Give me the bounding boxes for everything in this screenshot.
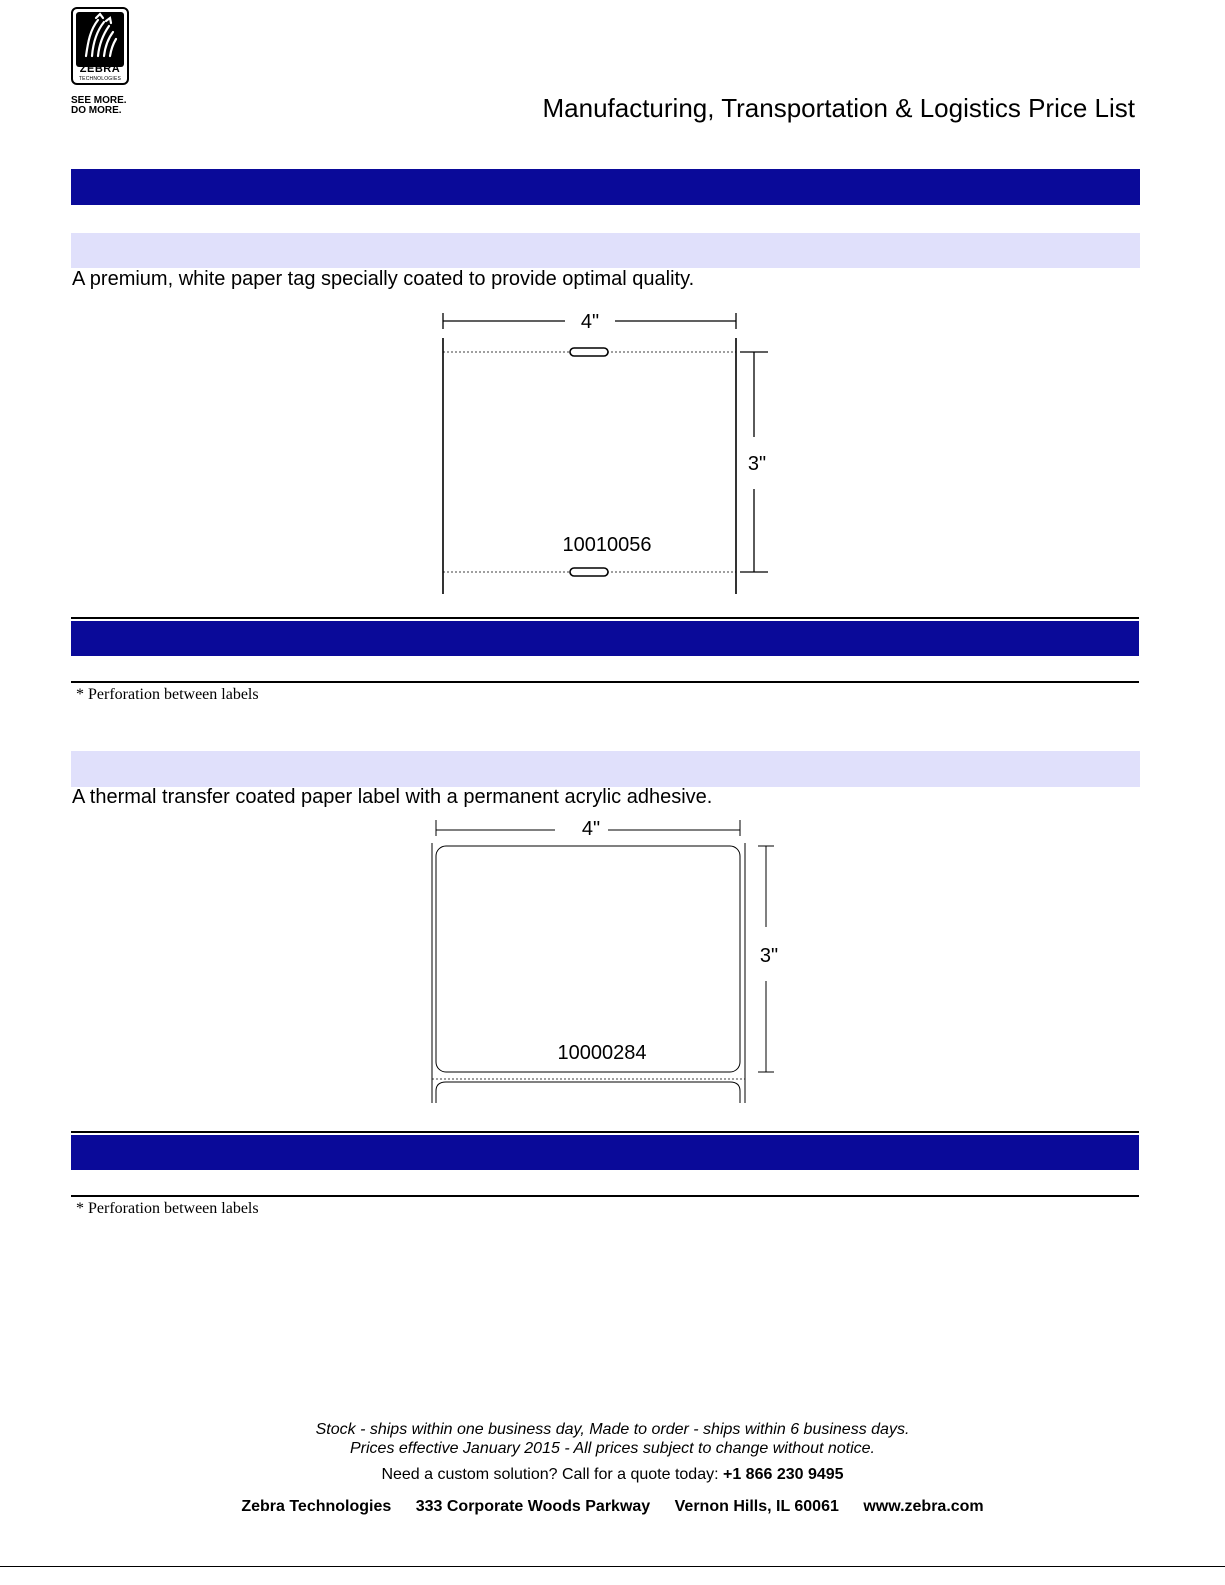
part-number: 10010056 — [562, 534, 652, 556]
price-table-header-bar — [71, 1135, 1139, 1170]
part-number: 10000284 — [557, 1042, 647, 1064]
section-header-bar — [71, 169, 1140, 205]
logo-sub-text: TECHNOLOGIES — [78, 76, 122, 82]
footnote: * Perforation between labels — [76, 1200, 259, 1217]
divider — [71, 617, 1139, 619]
product-title-bar — [71, 751, 1140, 787]
product-description: A premium, white paper tag specially coated to provide optimal quality. — [72, 268, 695, 290]
footer-address-row — [0, 1498, 1225, 1516]
height-label: 3" — [759, 945, 779, 967]
width-label: 4" — [581, 818, 601, 840]
divider — [71, 1195, 1139, 1197]
footer-phone[interactable]: +1 866 230 9495 — [722, 1466, 844, 1483]
width-label: 4" — [580, 311, 600, 333]
label-dimension-diagram — [425, 815, 790, 1107]
footer-website-link[interactable]: www.zebra.com — [863, 1498, 984, 1515]
footnote: * Perforation between labels — [76, 686, 259, 703]
divider — [71, 681, 1139, 683]
footer-contact-text: Need a custom solution? Call for a quote today: — [381, 1466, 723, 1483]
price-table-header-bar — [71, 621, 1139, 656]
page-title: Manufacturing, Transportation & Logistics Price List — [542, 93, 1135, 123]
logo-brand-text: ZEBRA — [79, 63, 121, 75]
product-description: A thermal transfer coated paper label with a permanent acrylic adhesive. — [72, 786, 713, 808]
height-label: 3" — [747, 453, 767, 475]
footer-pricing-note: Prices effective January 2015 - All prices subject to change without notice. — [349, 1440, 875, 1457]
zebra-head-icon — [76, 12, 124, 67]
product-title-bar — [71, 233, 1140, 268]
zebra-logo — [71, 7, 129, 85]
page-bottom-rule — [0, 1566, 1225, 1567]
footer-address: 333 Corporate Woods Parkway — [415, 1498, 651, 1515]
tagline — [71, 96, 127, 116]
footer-city: Vernon Hills, IL 60061 — [674, 1498, 839, 1515]
tagline-line-1: SEE MORE. — [71, 95, 127, 106]
footer-contact — [0, 1466, 1225, 1484]
divider — [71, 1131, 1139, 1133]
footer-company: Zebra Technologies — [241, 1498, 392, 1515]
footer-shipping-note: Stock - ships within one business day, Made to order - ships within 6 business days. — [315, 1421, 910, 1438]
tagline-line-2: DO MORE. — [71, 105, 122, 116]
tag-dimension-diagram — [430, 305, 790, 600]
